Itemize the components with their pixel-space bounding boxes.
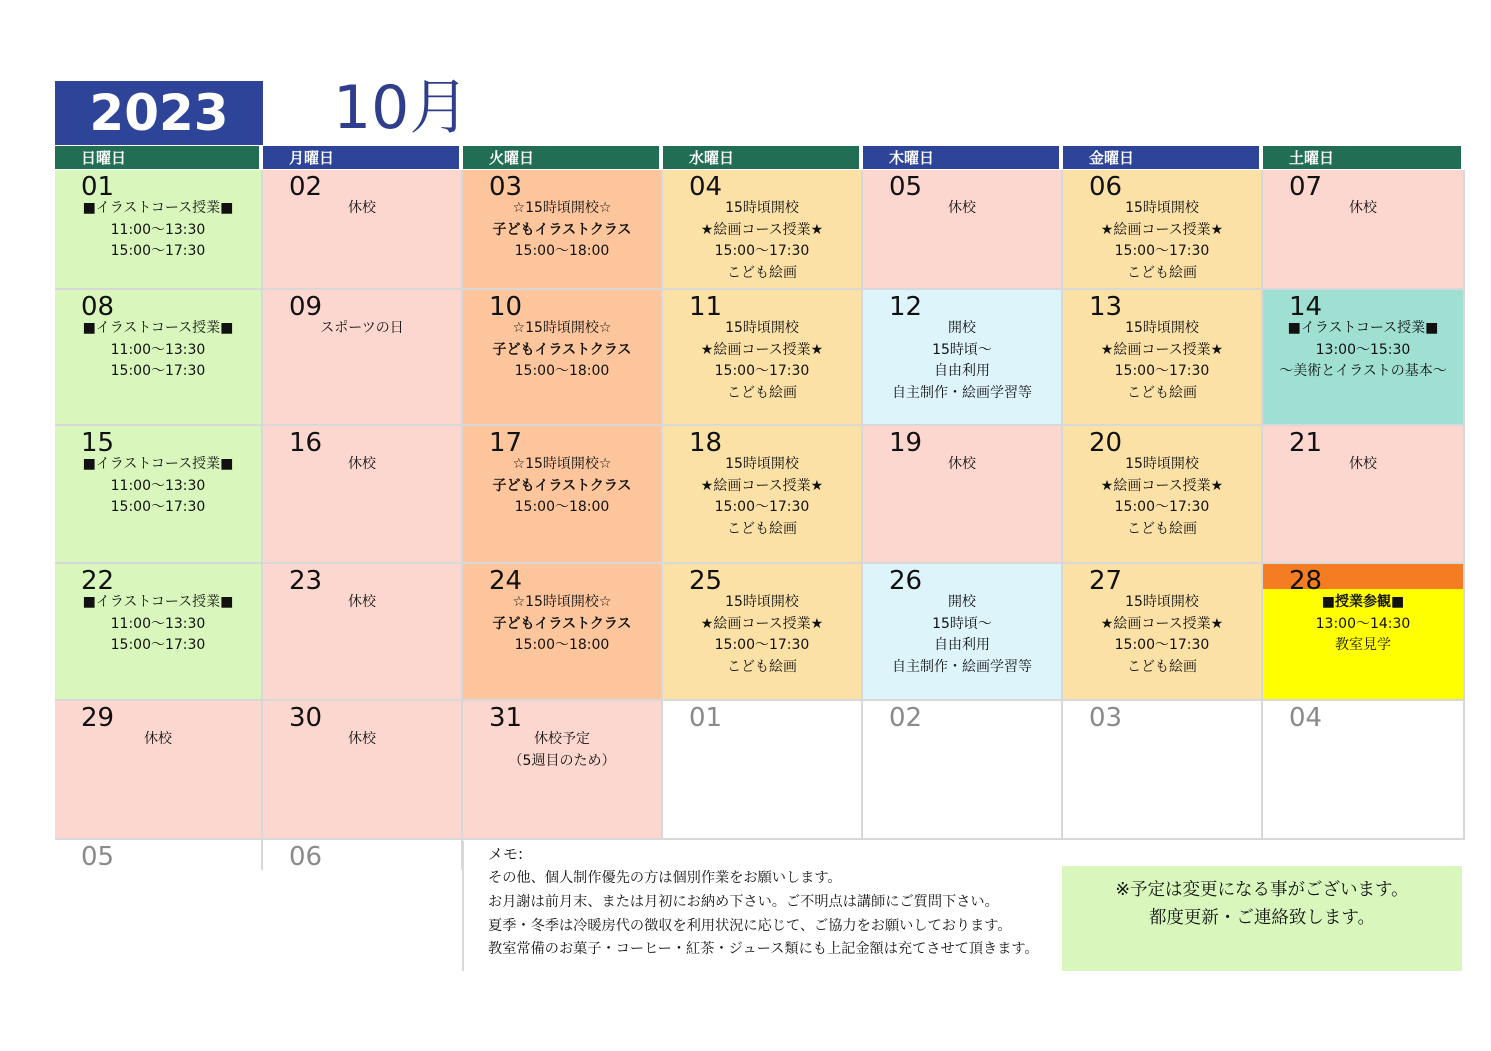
day-number: 25 [689,566,723,596]
event-line: 子どもイラストクラス [492,341,632,358]
notice-line: 都度更新・ご連絡致します。 [1148,908,1376,928]
day-number: 04 [689,172,723,202]
day-events [663,318,861,404]
day-number: 18 [689,428,723,458]
event-line: ■授業参観■ [1321,594,1405,610]
event-line: 11:00～13:30 [110,341,206,358]
day-events [463,318,661,383]
day-cell [1063,170,1263,290]
day-events [863,198,1061,220]
event-line: こども絵画 [727,264,797,281]
day-cell [55,290,263,426]
event-line: 15:00～17:30 [110,363,206,379]
event-line: 教室見学 [1335,637,1391,653]
day-cell [863,290,1063,426]
day-events [1063,592,1261,678]
day-cell [1063,701,1263,840]
event-line: ★絵画コース授業★ [700,221,824,238]
event-line: 11:00～13:30 [110,221,206,238]
day-cell [663,701,863,840]
event-line: 15時頃開校 [725,320,799,336]
day-cell [663,170,863,290]
event-line: こども絵画 [1127,658,1197,675]
event-line: 13:00～14:30 [1315,615,1411,632]
day-cell [463,426,663,564]
event-line: ★絵画コース授業★ [1100,477,1224,494]
day-number: 23 [289,566,323,596]
day-events [55,318,261,383]
day-cell [1263,701,1465,840]
day-number: 31 [489,703,523,733]
event-line: 15時頃～ [932,341,992,358]
event-line: 15:00～18:00 [514,637,610,653]
day-number: 06 [289,842,323,870]
event-line: ★絵画コース授業★ [700,615,824,632]
day-number: 12 [889,292,923,322]
day-cell [1263,170,1465,290]
event-line: （5週目のため） [508,752,616,769]
day-number: 26 [889,566,923,596]
event-line: 15時頃開校 [1125,456,1199,472]
month-title: 10月 [333,73,470,143]
weekday-header: 土曜日 [1263,146,1461,169]
day-cell [1063,426,1263,564]
day-number: 30 [289,703,323,733]
day-events [1063,454,1261,540]
event-line: 子どもイラストクラス [492,615,632,632]
event-line: 15:00～17:30 [1114,243,1210,259]
day-events [1063,318,1261,404]
event-line: こども絵画 [1127,520,1197,537]
day-cell [863,701,1063,840]
day-cell [863,170,1063,290]
day-cell [55,170,263,290]
day-number: 08 [81,292,115,322]
day-number: 16 [289,428,323,458]
event-line: スポーツの日 [320,320,404,336]
day-cell [1263,426,1465,564]
event-line: ～美術とイラストの基本～ [1279,363,1447,379]
day-events [463,592,661,657]
event-line: 自由利用 [934,637,990,653]
event-line: 15:00～17:30 [110,637,206,653]
day-events [1263,198,1463,220]
event-line: 15時頃開校 [725,594,799,610]
day-cell [55,564,263,701]
day-number: 02 [289,172,323,202]
day-number: 01 [81,172,115,202]
day-cell [263,426,463,564]
day-events [463,198,661,263]
day-cell [263,564,463,701]
event-line: 15:00～17:30 [714,499,810,515]
event-line: 15:00～17:30 [714,363,810,379]
day-events [863,318,1061,404]
event-line: こども絵画 [1127,384,1197,401]
weekday-header-row [55,146,1465,170]
day-number: 19 [889,428,923,458]
event-line: 15:00～18:00 [514,243,610,259]
event-line: ★絵画コース授業★ [1100,341,1224,358]
weekday-header: 日曜日 [55,146,259,169]
day-events [663,454,861,540]
event-line: 自由利用 [934,363,990,379]
day-events [463,454,661,519]
day-number: 05 [889,172,923,202]
event-line: 15:00～18:00 [514,499,610,515]
day-events [263,729,461,751]
event-line: 自主制作・絵画学習等 [892,658,1032,675]
event-line: ■イラストコース授業■ [82,594,234,610]
day-events [1263,318,1463,383]
event-line: 15:00～17:30 [110,499,206,515]
day-cell [863,564,1063,701]
weekday-header: 月曜日 [263,146,459,169]
event-line: 休校 [1349,456,1377,472]
schedule-change-notice [1062,866,1462,971]
day-cell [55,840,263,870]
day-number: 10 [489,292,523,322]
event-line: ☆15時頃開校☆ [512,200,612,216]
day-cell [463,290,663,426]
day-events [55,592,261,657]
event-line: こども絵画 [1127,264,1197,281]
memo-line: 夏季・冬季は冷暖房代の徴収を利用状況に応じて、ご協力をお願いしております。 [488,917,1012,934]
day-number: 21 [1289,428,1323,458]
day-cell [663,564,863,701]
event-line: こども絵画 [727,384,797,401]
event-line: ☆15時頃開校☆ [512,594,612,610]
event-line: ■イラストコース授業■ [82,320,234,336]
memo-line: お月謝は前月末、または月初にお納め下さい。ご不明点は講師にご質問下さい。 [488,893,999,910]
day-cell [463,701,663,840]
event-line: 13:00～15:30 [1315,341,1411,358]
event-line: 休校 [348,200,376,216]
calendar-grid [55,170,1465,870]
weekday-header: 金曜日 [1063,146,1259,169]
memo-title: メモ: [488,845,524,863]
event-line: 15時頃開校 [1125,200,1199,216]
day-events [863,454,1061,476]
event-line: 休校 [144,731,172,747]
day-number: 05 [81,842,115,870]
day-number: 27 [1089,566,1123,596]
day-cell [263,170,463,290]
event-line: 15:00～17:30 [110,243,206,259]
event-line: ★絵画コース授業★ [1100,221,1224,238]
day-events [1263,592,1463,657]
event-line: 休校 [348,594,376,610]
day-events [263,454,461,476]
day-number: 06 [1089,172,1123,202]
event-line: 休校 [948,456,976,472]
event-line: 11:00～13:30 [110,615,206,632]
day-cell [463,170,663,290]
day-cell [263,840,463,870]
weekday-header: 水曜日 [663,146,859,169]
event-line: ■イラストコース授業■ [1287,320,1439,336]
day-cell [55,426,263,564]
day-cell [663,426,863,564]
day-cell [55,701,263,840]
day-events [663,592,861,678]
event-line: 休校予定 [534,731,590,747]
day-cell [1063,290,1263,426]
event-line: ★絵画コース授業★ [700,341,824,358]
event-line: ☆15時頃開校☆ [512,320,612,336]
event-line: ★絵画コース授業★ [1100,615,1224,632]
day-number: 24 [489,566,523,596]
day-events [463,729,661,772]
memo-lines [488,867,1039,962]
event-line: ★絵画コース授業★ [700,477,824,494]
day-cell [463,564,663,701]
day-number: 28 [1289,566,1323,596]
day-number: 14 [1289,292,1323,322]
day-number: 22 [81,566,115,596]
day-events [55,454,261,519]
notice-line: ※予定は変更になる事がございます。 [1115,880,1409,900]
weekday-header: 火曜日 [463,146,659,169]
day-number: 15 [81,428,115,458]
memo-line: その他、個人制作優先の方は個別作業をお願いします。 [488,870,842,886]
event-line: 15時頃開校 [1125,320,1199,336]
memo-line: 教室常備のお菓子・コーヒー・紅茶・ジュース類にも上記金額は充てさせて頂きます。 [488,941,1039,958]
day-cell [1263,290,1465,426]
event-line: 15時頃開校 [725,200,799,216]
event-line: 15:00～18:00 [514,363,610,379]
day-number: 29 [81,703,115,733]
event-line: 休校 [1349,200,1377,216]
event-line: ☆15時頃開校☆ [512,456,612,472]
day-number: 20 [1089,428,1123,458]
day-number: 07 [1289,172,1323,202]
weekday-header: 木曜日 [863,146,1059,169]
day-number: 17 [489,428,523,458]
day-events [863,592,1061,678]
day-events [1063,198,1261,284]
event-line: ■イラストコース授業■ [82,456,234,472]
event-line: 15時頃開校 [725,456,799,472]
event-line: 15:00～17:30 [714,243,810,259]
day-number: 04 [1289,703,1323,733]
day-cell [663,290,863,426]
day-cell [263,290,463,426]
event-line: 15:00～17:30 [1114,363,1210,379]
event-line: 子どもイラストクラス [492,221,632,238]
day-number: 11 [689,292,723,322]
day-cell [863,426,1063,564]
day-number: 13 [1089,292,1123,322]
day-events [263,592,461,614]
day-number: 03 [489,172,523,202]
day-number: 02 [889,703,923,733]
day-events [55,198,261,263]
day-events [263,318,461,340]
day-events [663,198,861,284]
event-line: 子どもイラストクラス [492,477,632,494]
day-cell [263,701,463,840]
year-label: 2023 [55,81,263,145]
event-line: 開校 [948,594,976,610]
day-cell [1263,564,1465,701]
day-number: 01 [689,703,723,733]
event-line: 自主制作・絵画学習等 [892,384,1032,401]
event-line: こども絵画 [727,520,797,537]
event-line: 休校 [948,200,976,216]
event-line: ■イラストコース授業■ [82,200,234,216]
day-events [263,198,461,220]
day-number: 03 [1089,703,1123,733]
event-line: こども絵画 [727,658,797,675]
event-line: 15時頃開校 [1125,594,1199,610]
event-line: 休校 [348,456,376,472]
event-line: 15時頃～ [932,615,992,632]
event-line: 11:00～13:30 [110,477,206,494]
event-line: 15:00～17:30 [714,637,810,653]
day-number: 09 [289,292,323,322]
event-line: 15:00～17:30 [1114,637,1210,653]
event-line: 休校 [348,731,376,747]
day-events [1263,454,1463,476]
memo-section [462,841,1044,971]
day-events [55,729,261,751]
event-line: 15:00～17:30 [1114,499,1210,515]
day-cell [1063,564,1263,701]
event-line: 開校 [948,320,976,336]
